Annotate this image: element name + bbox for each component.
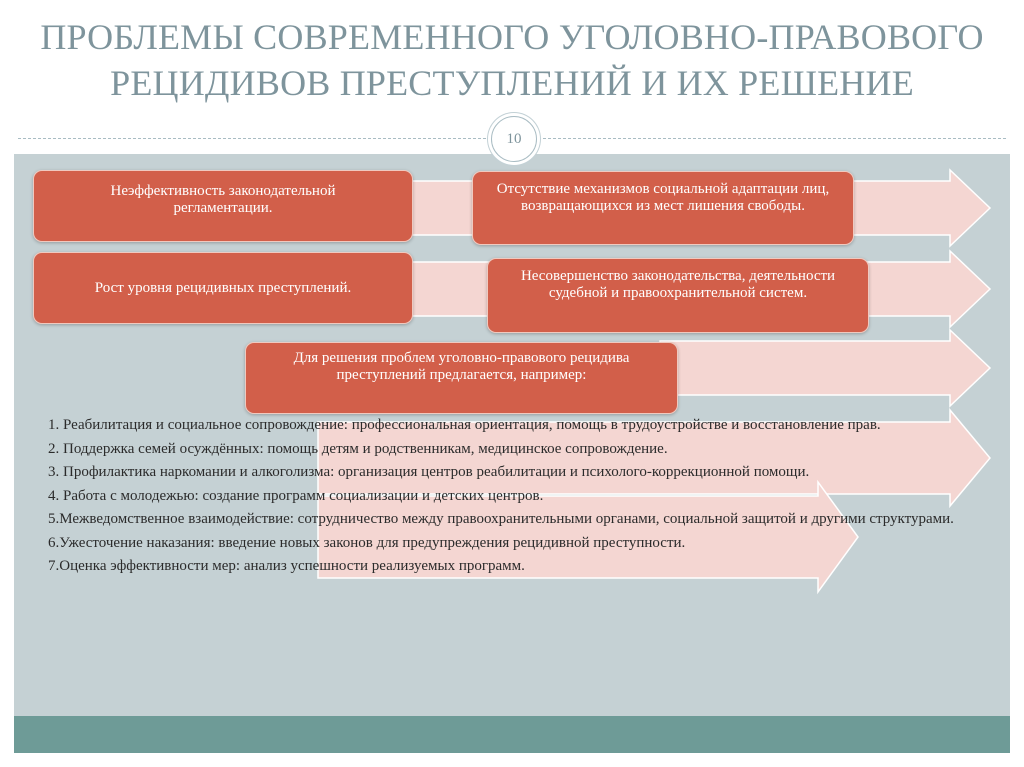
problem-text-recidivism-growth: Рост уровня рецидивных преступлений. <box>94 279 352 296</box>
arrow-row-3 <box>660 330 990 406</box>
problem-text-imperfect-system: Несовершенство законодательства, деятельности судебной и правоохранительной систем. <box>520 268 836 301</box>
problem-text-social-adaptation: Отсутствие механизмов социальной адаптации лиц, возвращающихся из мест лишения свободы. <box>496 181 830 214</box>
solution-item: 7.Оценка эффективности мер: анализ успешности реализуемых программ. <box>48 558 525 574</box>
title-line-1: ПРОБЛЕМЫ СОВРЕМЕННОГО УГОЛОВНО-ПРАВОВОГО <box>40 17 984 57</box>
solution-item: 2. Поддержка семей осуждённых: помощь детям и родственникам, медицинское сопровождение. <box>48 440 668 457</box>
problem-box-imperfect-system <box>487 258 869 333</box>
footer-bar <box>14 716 1010 753</box>
solution-intro-box <box>245 342 678 414</box>
solution-item: 3. Профилактика наркомании и алкоголизма: организация центров реабилитации и психолого-коррекционной помощи. <box>48 464 810 480</box>
solution-item: 5.Межведомственное взаимодействие: сотрудничество между правоохранительными органами, социальной защитой и другими структурами. <box>48 511 954 527</box>
solution-intro-text: Для решения проблем уголовно-правового рецидива преступлений предлагается, например: <box>293 350 630 383</box>
page-number-badge: 10 <box>491 116 537 162</box>
problem-box-legislation <box>33 170 413 242</box>
problem-text-legislation: Неэффективность законодательной регламентации. <box>110 183 336 216</box>
solution-item: 1. Реабилитация и социальное сопровождение: профессиональная ориентация, помощь в трудоустройстве и восстановление прав. <box>48 417 881 433</box>
problem-box-recidivism-growth <box>33 252 413 324</box>
solutions-list <box>48 414 988 579</box>
problem-box-social-adaptation <box>472 171 854 245</box>
title-line-2: РЕЦИДИВОВ ПРЕСТУПЛЕНИЙ И ИХ РЕШЕНИЕ <box>110 63 914 103</box>
solution-item: 4. Работа с молодежью: создание программ социализации и детских центров. <box>48 487 544 504</box>
slide-title <box>20 14 1004 106</box>
solution-item: 6.Ужесточение наказания: введение новых законов для предупреждения рецидивной преступности. <box>48 534 686 551</box>
